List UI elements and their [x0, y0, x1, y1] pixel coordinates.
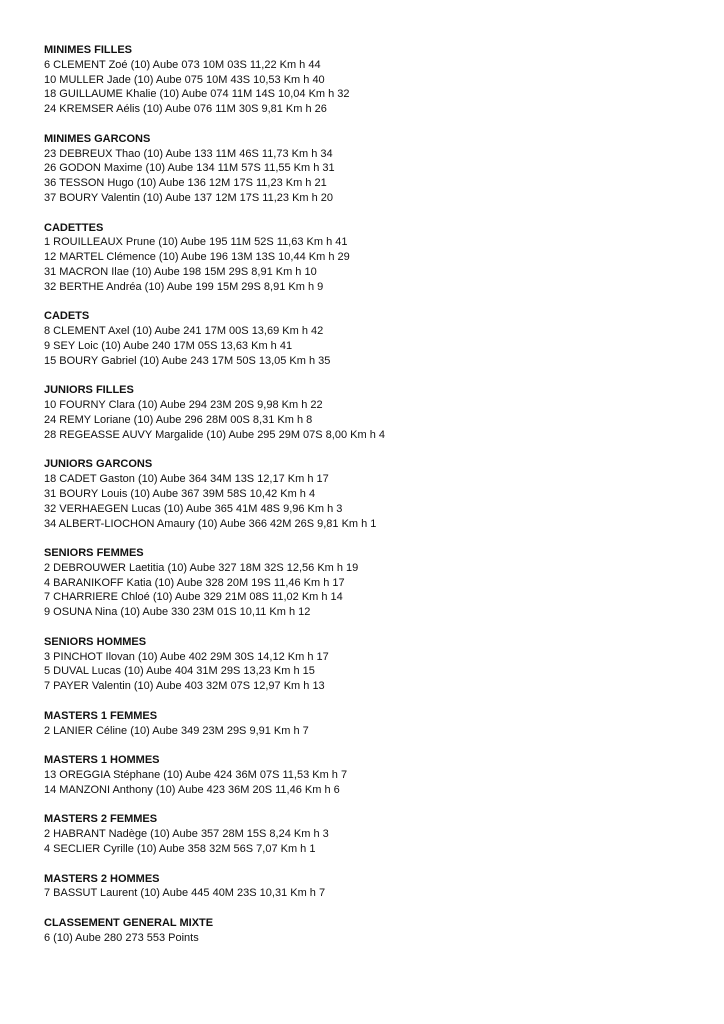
category-section [44, 457, 704, 531]
result-line: 3 PINCHOT Ilovan (10) Aube 402 29M 30S 14,12 Km h 17 [44, 650, 329, 663]
result-line: 15 BOURY Gabriel (10) Aube 243 17M 50S 13,05 Km h 35 [44, 354, 331, 367]
category-title: MINIMES FILLES [44, 44, 132, 56]
result-line: 31 MACRON Ilae (10) Aube 198 15M 29S 8,91 Km h 10 [44, 265, 317, 278]
category-section [44, 635, 704, 694]
result-line: 36 TESSON Hugo (10) Aube 136 12M 17S 11,23 Km h 21 [44, 177, 327, 190]
result-line: 9 SEY Loic (10) Aube 240 17M 05S 13,63 Km h 41 [44, 339, 293, 352]
category-title: CADETTES [44, 221, 104, 234]
category-section [44, 872, 704, 902]
result-line: 7 CHARRIERE Chloé (10) Aube 329 21M 08S 11,02 Km h 14 [44, 591, 343, 604]
result-line: 34 ALBERT-LIOCHON Amaury (10) Aube 366 42M 26S 9,81 Km h 1 [44, 517, 377, 530]
category-section [44, 709, 704, 739]
result-line: 12 MARTEL Clémence (10) Aube 196 13M 13S 10,44 Km h 29 [44, 251, 350, 264]
result-line: 26 GODON Maxime (10) Aube 134 11M 57S 11,55 Km h 31 [44, 162, 335, 175]
category-section [44, 753, 704, 797]
category-section [44, 812, 704, 856]
category-section [44, 43, 704, 117]
category-section [44, 221, 704, 295]
category-section [44, 132, 704, 206]
category-section [44, 916, 704, 946]
category-title: MASTERS 2 FEMMES [44, 813, 158, 826]
result-line: 8 CLEMENT Axel (10) Aube 241 17M 00S 13,69 Km h 42 [44, 325, 324, 338]
category-section [44, 309, 704, 368]
result-line: 13 OREGGIA Stéphane (10) Aube 424 36M 07S 11,53 Km h 7 [44, 769, 348, 782]
category-title: SENIORS FEMMES [44, 547, 144, 560]
results-document [44, 43, 704, 960]
result-line: 32 VERHAEGEN Lucas (10) Aube 365 41M 48S 9,96 Km h 3 [44, 502, 343, 515]
result-line: 4 BARANIKOFF Katia (10) Aube 328 20M 19S 11,46 Km h 17 [44, 576, 345, 589]
category-title: CLASSEMENT GENERAL MIXTE [44, 917, 214, 930]
result-line: 4 SECLIER Cyrille (10) Aube 358 32M 56S 7,07 Km h 1 [44, 843, 316, 856]
result-line: 2 HABRANT Nadège (10) Aube 357 28M 15S 8,24 Km h 3 [44, 828, 329, 841]
result-line: 23 DEBREUX Thao (10) Aube 133 11M 46S 11,73 Km h 34 [44, 147, 333, 160]
category-title: SENIORS HOMMES [44, 635, 147, 648]
result-line: 2 LANIER Céline (10) Aube 349 23M 29S 9,91 Km h 7 [44, 724, 309, 737]
result-line: 6 CLEMENT Zoé (10) Aube 073 10M 03S 11,22 Km h 44 [44, 58, 321, 71]
result-line: 9 OSUNA Nina (10) Aube 330 23M 01S 10,11 Km h 12 [44, 606, 311, 619]
category-title: JUNIORS FILLES [44, 384, 134, 397]
result-line: 7 BASSUT Laurent (10) Aube 445 40M 23S 10,31 Km h 7 [44, 887, 326, 900]
category-title: MASTERS 2 HOMMES [44, 872, 160, 885]
result-line: 1 ROUILLEAUX Prune (10) Aube 195 11M 52S 11,63 Km h 41 [44, 236, 348, 249]
result-line: 18 GUILLAUME Khalie (10) Aube 074 11M 14S 10,04 Km h 32 [44, 88, 350, 101]
result-line: 2 DEBROUWER Laetitia (10) Aube 327 18M 32S 12,56 Km h 19 [44, 561, 359, 574]
category-title: JUNIORS GARCONS [44, 458, 153, 471]
category-title: MASTERS 1 HOMMES [44, 754, 160, 767]
category-section [44, 546, 704, 620]
category-title: MINIMES GARCONS [44, 132, 151, 145]
result-line: 10 MULLER Jade (10) Aube 075 10M 43S 10,53 Km h 40 [44, 73, 325, 86]
result-line: 24 KREMSER Aélis (10) Aube 076 11M 30S 9,81 Km h 26 [44, 103, 327, 116]
result-line: 6 (10) Aube 280 273 553 Points [44, 931, 199, 944]
category-title: CADETS [44, 310, 90, 323]
result-line: 14 MANZONI Anthony (10) Aube 423 36M 20S 11,46 Km h 6 [44, 783, 340, 796]
category-title: MASTERS 1 FEMMES [44, 709, 158, 722]
result-line: 7 PAYER Valentin (10) Aube 403 32M 07S 12,97 Km h 13 [44, 680, 325, 693]
result-line: 24 REMY Loriane (10) Aube 296 28M 00S 8,31 Km h 8 [44, 413, 313, 426]
result-line: 32 BERTHE Andréa (10) Aube 199 15M 29S 8,91 Km h 9 [44, 280, 324, 293]
result-line: 37 BOURY Valentin (10) Aube 137 12M 17S 11,23 Km h 20 [44, 191, 334, 204]
result-line: 18 CADET Gaston (10) Aube 364 34M 13S 12,17 Km h 17 [44, 473, 329, 486]
category-section [44, 383, 704, 442]
result-line: 28 REGEASSE AUVY Margalide (10) Aube 295 29M 07S 8,00 Km h 4 [44, 428, 385, 441]
result-line: 10 FOURNY Clara (10) Aube 294 23M 20S 9,98 Km h 22 [44, 399, 323, 412]
result-line: 5 DUVAL Lucas (10) Aube 404 31M 29S 13,23 Km h 15 [44, 665, 315, 678]
result-line: 31 BOURY Louis (10) Aube 367 39M 58S 10,42 Km h 4 [44, 487, 316, 500]
